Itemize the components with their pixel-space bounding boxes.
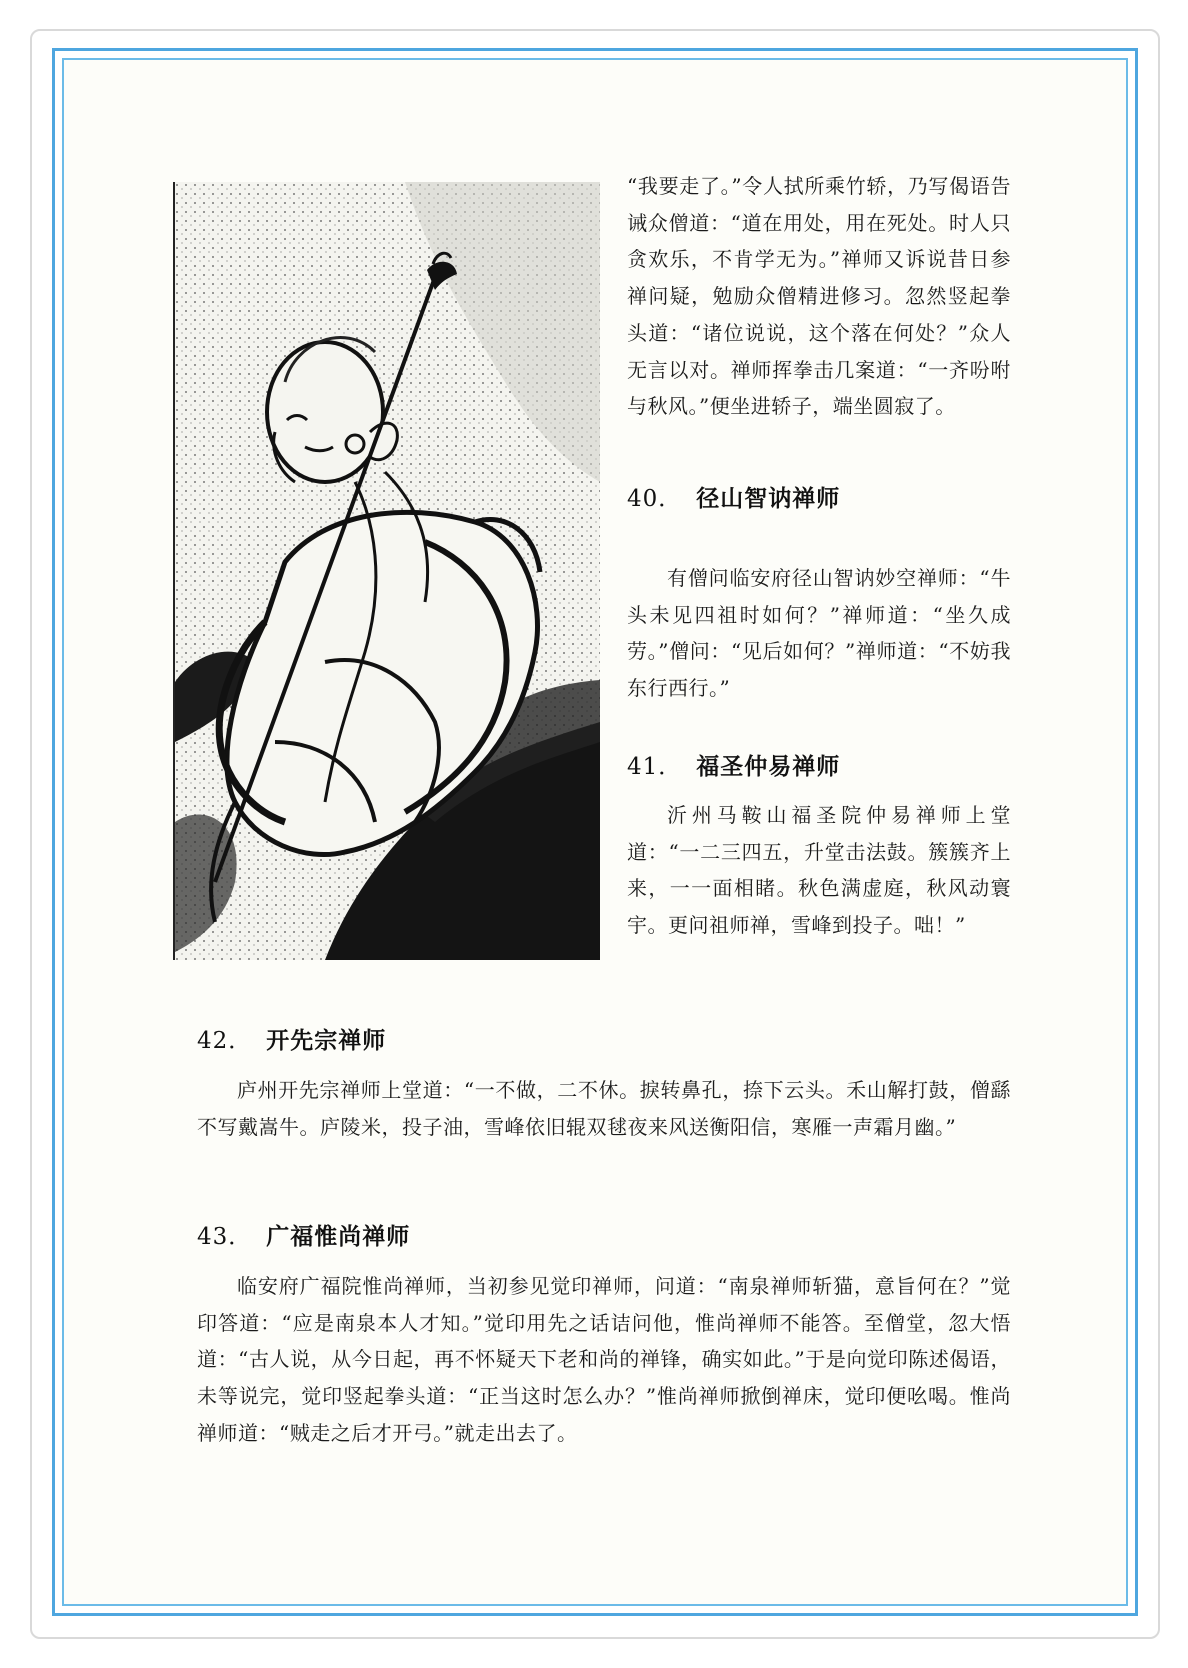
section-41-text: 沂州马鞍山福圣院仲易禅师上堂道：“一二三四五，升堂击法鼓。簇簇齐上来，一一面相睹。秋色满虚庭，秋风动寰宇。更问祖师禅，雪峰到投子。咄！” xyxy=(627,803,1011,938)
section-42-text: 庐州开先宗禅师上堂道：“一不做，二不休。捩转鼻孔，捺下云头。禾山解打鼓，僧繇不写戴嵩牛。庐陵米，投子油，雪峰依旧辊双毬夜来风送衡阳信，寒雁一声霜月幽。” xyxy=(197,1078,1011,1139)
section-42-paragraph xyxy=(197,1072,1011,1145)
section-41-paragraph xyxy=(627,797,1011,944)
section-43-number: 43． xyxy=(197,1224,253,1250)
section-40-title: 径山智讷禅师 xyxy=(696,485,841,512)
section-42-heading xyxy=(197,1022,386,1055)
section-43-text: 临安府广福院惟尚禅师，当初参见觉印禅师，问道：“南泉禅师斩猫，意旨何在？”觉印答道：“应是南泉本人才知。”觉印用先之话诘问他，惟尚禅师不能答。至僧堂，忽大悟道：“古人说，从今日起，再不怀疑天下老和尚的禅锋，确实如此。”于是向觉印陈述偈语，未等说完，觉印竖起拳头道：“正当这时怎么办？”惟尚禅师掀倒禅床，觉印便吆喝。惟尚禅师道：“贼走之后才开弓。”就走出去了。 xyxy=(197,1274,1011,1445)
section-43-paragraph xyxy=(197,1268,1011,1452)
section-41-title: 福圣仲易禅师 xyxy=(696,753,841,780)
continued-text: “我要走了。”令人拭所乘竹轿，乃写偈语告诫众僧道：“道在用处，用在死处。时人只贪欢乐，不肯学无为。”禅师又诉说昔日参禅问疑，勉励众僧精进修习。忽然竖起拳头道：“诸位说说，这个落在何处？”众人无言以对。禅师挥拳击几案道：“一齐吩咐与秋风。”便坐进轿子，端坐圆寂了。 xyxy=(627,174,1011,419)
section-42-number: 42． xyxy=(197,1028,253,1054)
section-43-heading xyxy=(197,1218,410,1251)
section-43-title: 广福惟尚禅师 xyxy=(266,1223,411,1250)
section-40-paragraph xyxy=(627,560,1011,707)
section-40-heading xyxy=(627,480,840,513)
continued-paragraph xyxy=(627,168,1011,425)
section-41-number: 41． xyxy=(627,754,683,780)
section-40-text: 有僧问临安府径山智讷妙空禅师：“牛头未见四祖时如何？”禅师道：“坐久成劳。”僧问：“见后如何？”禅师道：“不妨我东行西行。” xyxy=(627,566,1011,701)
section-41-heading xyxy=(627,748,840,781)
monk-ink-painting xyxy=(173,182,600,960)
section-42-title: 开先宗禅师 xyxy=(266,1027,387,1054)
section-40-number: 40． xyxy=(627,486,683,512)
